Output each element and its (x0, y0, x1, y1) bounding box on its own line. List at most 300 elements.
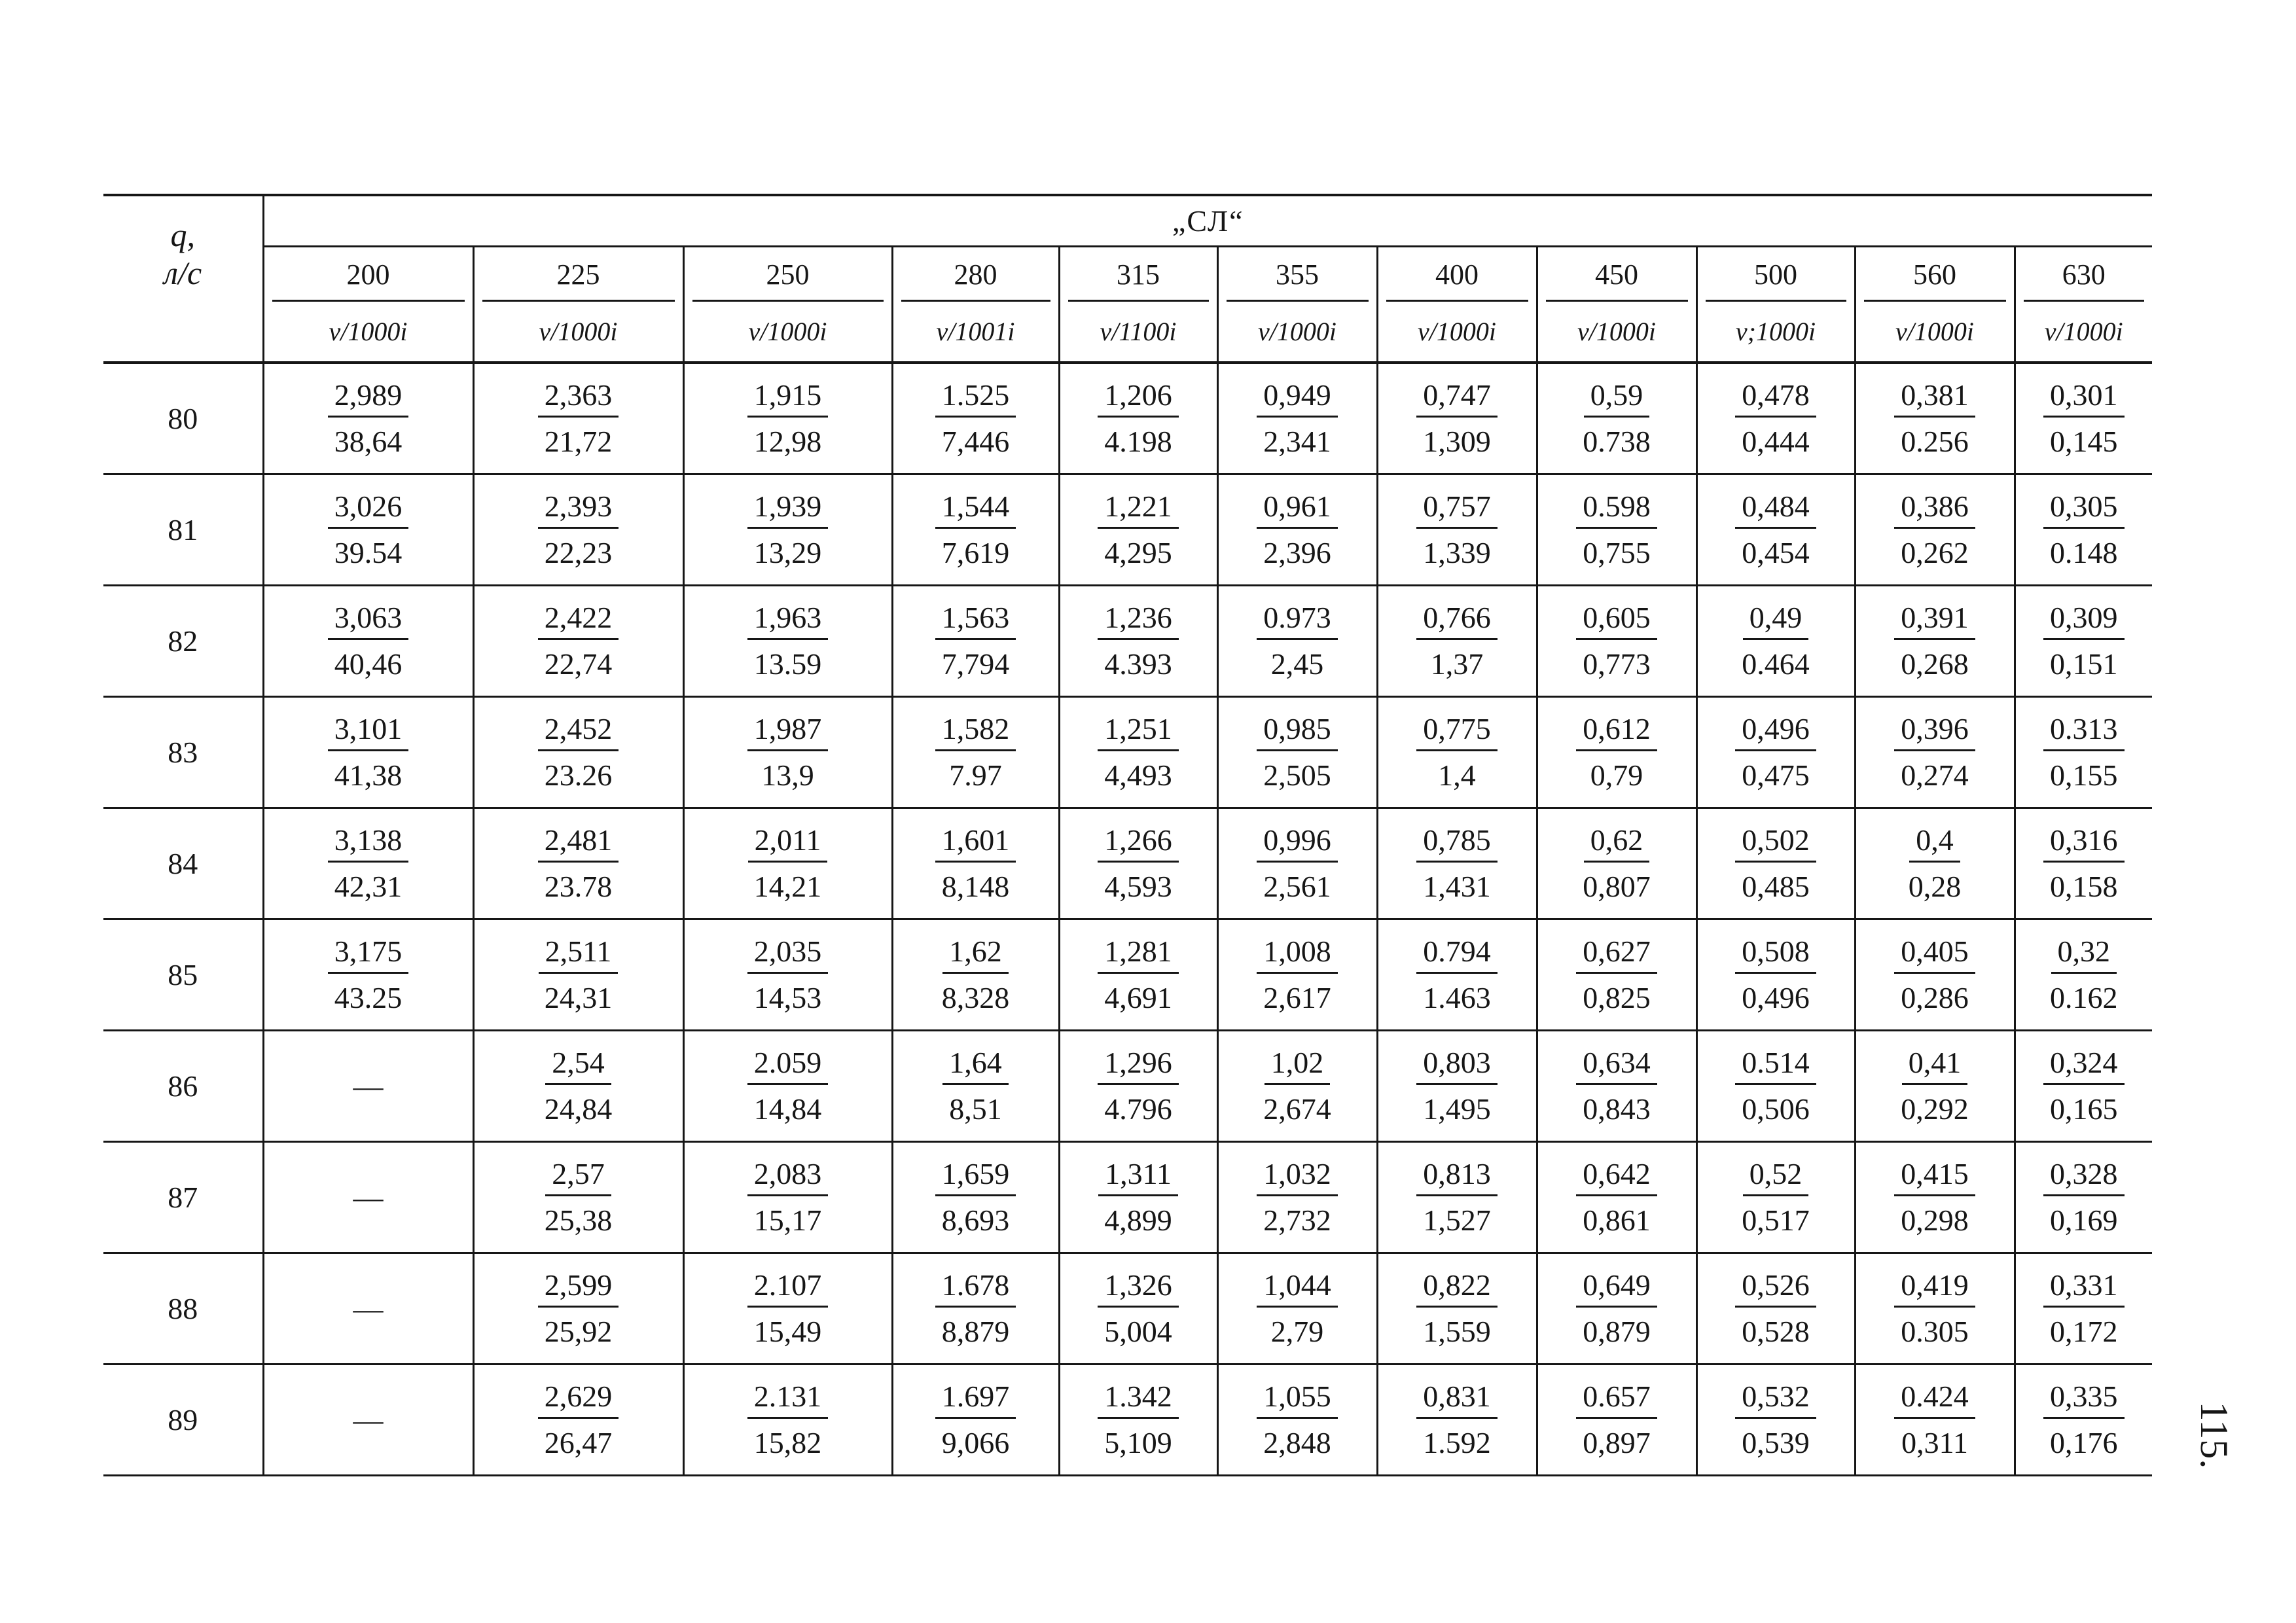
velocity-value: 1.697 (935, 1376, 1016, 1419)
data-cell (892, 808, 1059, 919)
data-cell (1855, 808, 2015, 919)
fraction (264, 931, 473, 1018)
head-loss-value: 1.463 (1423, 981, 1491, 1014)
velocity-value: 0.657 (1576, 1376, 1657, 1419)
velocity-value: 2,629 (538, 1376, 619, 1419)
velocity-value: 1,582 (935, 709, 1016, 751)
head-loss-value: 1.592 (1423, 1426, 1491, 1459)
fraction (1060, 1265, 1217, 1352)
fraction (1060, 597, 1217, 685)
data-cell (892, 697, 1059, 808)
column-header (892, 247, 1059, 302)
fraction (893, 1043, 1058, 1130)
fraction (475, 1154, 683, 1241)
data-cell (1855, 586, 2015, 697)
velocity-value: 2.107 (747, 1265, 829, 1308)
head-loss-value: 0,298 (1901, 1204, 1969, 1237)
head-loss-value: 8,328 (941, 981, 1010, 1014)
data-cell (1855, 1364, 2015, 1476)
head-loss-value: 0,286 (1901, 981, 1969, 1014)
data-cell (1217, 919, 1377, 1031)
fraction (475, 597, 683, 685)
head-loss-value: 0,807 (1583, 870, 1651, 903)
fraction (475, 486, 683, 573)
fraction (1060, 820, 1217, 907)
diameter-label: 400 (1386, 249, 1528, 302)
fraction (1538, 931, 1696, 1018)
velocity-value: 0,396 (1894, 709, 1975, 751)
head-loss-value: 12,98 (753, 425, 822, 458)
velocity-value: 0,59 (1584, 375, 1650, 418)
diameter-label: 500 (1706, 249, 1846, 302)
velocity-value: 1,64 (942, 1043, 1009, 1085)
head-loss-value: 4,899 (1104, 1204, 1172, 1237)
table-row (103, 1253, 2152, 1364)
velocity-value: 0.424 (1894, 1376, 1975, 1419)
velocity-value: 1,008 (1257, 931, 1338, 974)
head-loss-value: 0,151 (2050, 647, 2118, 681)
head-loss-value: 0,172 (2050, 1315, 2118, 1348)
head-loss-value: 0,444 (1742, 425, 1810, 458)
data-cell (1377, 1253, 1537, 1364)
data-cell (473, 919, 683, 1031)
table-body (103, 363, 2152, 1476)
fraction (2016, 1154, 2153, 1241)
fraction (1698, 486, 1854, 573)
head-loss-value: 7,619 (941, 536, 1010, 569)
head-loss-value: 0,773 (1583, 647, 1651, 681)
data-cell (473, 697, 683, 808)
column-subheader: v/1000i (683, 302, 892, 363)
diameter-label: 450 (1546, 249, 1688, 302)
data-cell (892, 1364, 1059, 1476)
head-loss-value: 2,505 (1263, 758, 1331, 792)
data-cell (473, 586, 683, 697)
fraction (2016, 375, 2153, 462)
velocity-value: 1,62 (942, 931, 1009, 974)
data-cell (1855, 474, 2015, 586)
fraction (893, 1376, 1058, 1463)
velocity-value: 0,627 (1576, 931, 1657, 974)
head-loss-value: 8,879 (941, 1315, 1010, 1348)
velocity-value: 1,544 (935, 486, 1016, 529)
column-header (1217, 247, 1377, 302)
velocity-value: 0,496 (1735, 709, 1816, 751)
velocity-value: 0,419 (1894, 1265, 1975, 1308)
data-cell (1696, 1142, 1855, 1253)
velocity-value: 2,393 (538, 486, 619, 529)
data-cell (1377, 586, 1537, 697)
velocity-value: 0,316 (2043, 820, 2125, 863)
velocity-value: 1,987 (747, 709, 829, 751)
head-loss-value: 41,38 (334, 758, 403, 792)
velocity-value: 0,305 (2043, 486, 2125, 529)
data-cell (1059, 474, 1217, 586)
data-cell (1537, 919, 1696, 1031)
table-row (103, 697, 2152, 808)
velocity-value: 1,281 (1098, 931, 1179, 974)
flow-unit: л/с (164, 255, 202, 291)
head-loss-value: 39.54 (334, 536, 403, 569)
fraction (264, 709, 473, 796)
fraction (1538, 375, 1696, 462)
head-loss-value: 14,53 (753, 981, 822, 1014)
data-cell (1217, 1253, 1377, 1364)
velocity-value: 0,335 (2043, 1376, 2125, 1419)
head-loss-value: 0,79 (1590, 758, 1643, 792)
fraction (1378, 1043, 1536, 1130)
diameter-header-row (103, 247, 2152, 302)
fraction (1378, 597, 1536, 685)
fraction (2016, 1376, 2153, 1463)
data-cell (263, 1031, 473, 1142)
head-loss-value: 23.26 (544, 758, 613, 792)
head-loss-value: 25,92 (544, 1315, 613, 1348)
data-cell (1537, 1253, 1696, 1364)
head-loss-value: 1,339 (1423, 536, 1491, 569)
data-cell (1537, 1364, 1696, 1476)
fraction (685, 1376, 891, 1463)
data-cell (263, 697, 473, 808)
fraction (893, 597, 1058, 685)
head-loss-value: 25,38 (544, 1204, 613, 1237)
data-cell (1059, 1253, 1217, 1364)
data-cell (1377, 363, 1537, 474)
fraction (2016, 931, 2153, 1018)
data-cell (1377, 697, 1537, 808)
fraction (1856, 486, 2014, 573)
fraction (1538, 1043, 1696, 1130)
flow-symbol: q, (170, 217, 195, 253)
diameter-label: 225 (482, 249, 675, 302)
data-cell (2015, 363, 2152, 474)
fraction (2016, 486, 2153, 573)
data-cell (1377, 1364, 1537, 1476)
head-loss-value: 0,485 (1742, 870, 1810, 903)
head-loss-value: 0.148 (2050, 536, 2118, 569)
data-cell (683, 1253, 892, 1364)
table-head (103, 195, 2152, 363)
table-row (103, 586, 2152, 697)
velocity-value: 0,949 (1257, 375, 1338, 418)
column-subheader: v/1100i (1059, 302, 1217, 363)
data-cell (1377, 474, 1537, 586)
data-cell (1059, 363, 1217, 474)
fraction (2016, 709, 2153, 796)
head-loss-value: 1,559 (1423, 1315, 1491, 1348)
column-subheader: v/1000i (1377, 302, 1537, 363)
fraction (1378, 709, 1536, 796)
data-cell (263, 808, 473, 919)
velocity-value: 0,324 (2043, 1043, 2125, 1085)
head-loss-value: 26,47 (544, 1426, 613, 1459)
data-cell (1217, 363, 1377, 474)
velocity-value: 0,813 (1416, 1154, 1498, 1196)
fraction (1698, 1043, 1854, 1130)
fraction (1060, 1154, 1217, 1241)
data-cell (2015, 1031, 2152, 1142)
fraction (1219, 709, 1376, 796)
velocity-value: 0,52 (1743, 1154, 1809, 1196)
head-loss-value: 0,755 (1583, 536, 1651, 569)
data-cell (1377, 1142, 1537, 1253)
velocity-value: 0,478 (1735, 375, 1816, 418)
velocity-value: 1,311 (1098, 1154, 1178, 1196)
velocity-value: 0,649 (1576, 1265, 1657, 1308)
fraction (1538, 709, 1696, 796)
head-loss-value: 22,23 (544, 536, 613, 569)
data-cell (1855, 919, 2015, 1031)
data-cell (1059, 586, 1217, 697)
flow-value: 85 (103, 919, 263, 1031)
fraction (1856, 1154, 2014, 1241)
data-cell (473, 1364, 683, 1476)
fraction (1378, 1265, 1536, 1352)
table-row (103, 474, 2152, 586)
velocity-value: 0,605 (1576, 597, 1657, 640)
flow-value: 86 (103, 1031, 263, 1142)
column-subheader: v;1000i (1696, 302, 1855, 363)
diameter-label: 355 (1227, 249, 1369, 302)
fraction (264, 375, 473, 462)
velocity-value: 2.131 (747, 1376, 829, 1419)
head-loss-value: 8,148 (941, 870, 1010, 903)
data-cell (1696, 1364, 1855, 1476)
data-cell (263, 1364, 473, 1476)
diameter-label: 200 (272, 249, 465, 302)
data-cell (1059, 697, 1217, 808)
column-header (683, 247, 892, 302)
head-loss-value: 0,879 (1583, 1315, 1651, 1348)
velocity-value: 0,612 (1576, 709, 1657, 751)
fraction (1060, 1376, 1217, 1463)
velocity-value: 0,803 (1416, 1043, 1498, 1085)
data-cell (263, 474, 473, 586)
velocity-value: 1,02 (1265, 1043, 1331, 1085)
velocity-value: 1.678 (935, 1265, 1016, 1308)
data-cell (892, 1253, 1059, 1364)
velocity-value: 0,484 (1735, 486, 1816, 529)
data-cell (1696, 919, 1855, 1031)
hydraulic-table (103, 194, 2152, 1476)
fraction (475, 1376, 683, 1463)
head-loss-value: 0,165 (2050, 1092, 2118, 1126)
data-cell (892, 363, 1059, 474)
subheader-row (103, 302, 2152, 363)
fraction (2016, 1043, 2153, 1130)
velocity-value: 3,101 (328, 709, 409, 751)
head-loss-value: 15,17 (753, 1204, 822, 1237)
flow-value: 89 (103, 1364, 263, 1476)
fraction (1856, 1265, 2014, 1352)
velocity-value: 0,757 (1416, 486, 1498, 529)
velocity-value: 0,391 (1894, 597, 1975, 640)
data-cell (1377, 1031, 1537, 1142)
data-cell (1537, 474, 1696, 586)
data-cell (683, 586, 892, 697)
head-loss-value: 22,74 (544, 647, 613, 681)
data-cell (1537, 697, 1696, 808)
velocity-value: 2,452 (538, 709, 619, 751)
data-cell (1537, 586, 1696, 697)
head-loss-value: 2,341 (1263, 425, 1331, 458)
velocity-value: 0.794 (1416, 931, 1498, 974)
fraction (893, 709, 1058, 796)
fraction (2016, 1265, 2153, 1352)
data-cell (1696, 363, 1855, 474)
head-loss-value: 42,31 (334, 870, 403, 903)
data-cell (473, 1142, 683, 1253)
data-cell (1059, 808, 1217, 919)
data-cell (892, 586, 1059, 697)
head-loss-value: 4,691 (1104, 981, 1172, 1014)
table-row (103, 1031, 2152, 1142)
table-row (103, 1364, 2152, 1476)
head-loss-value: 4,295 (1104, 536, 1172, 569)
velocity-value: 0,381 (1894, 375, 1975, 418)
column-header (1855, 247, 2015, 302)
diameter-label: 250 (692, 249, 884, 302)
data-cell (263, 1253, 473, 1364)
fraction (1856, 1376, 2014, 1463)
velocity-value: 0,747 (1416, 375, 1498, 418)
fraction (1060, 1043, 1217, 1130)
velocity-value: 3,138 (328, 820, 409, 863)
fraction (685, 820, 891, 907)
head-loss-value: 2,396 (1263, 536, 1331, 569)
velocity-value: 2,511 (539, 931, 619, 974)
group-header-row (103, 195, 2152, 247)
fraction (1378, 1154, 1536, 1241)
fraction (1219, 820, 1376, 907)
fraction (264, 486, 473, 573)
head-loss-value: 2,674 (1263, 1092, 1331, 1126)
fraction (475, 820, 683, 907)
data-cell (1855, 1142, 2015, 1253)
fraction (1538, 1265, 1696, 1352)
fraction (1219, 931, 1376, 1018)
data-cell (473, 474, 683, 586)
velocity-value: 2,481 (538, 820, 619, 863)
head-loss-value: 0.464 (1742, 647, 1810, 681)
table-row (103, 808, 2152, 919)
velocity-value: 0,822 (1416, 1265, 1498, 1308)
head-loss-value: 2,79 (1270, 1315, 1324, 1348)
data-cell (1217, 1142, 1377, 1253)
fraction (893, 820, 1058, 907)
velocity-value: 0,996 (1257, 820, 1338, 863)
velocity-value: 2,989 (328, 375, 409, 418)
head-loss-value: 4,493 (1104, 758, 1172, 792)
head-loss-value: 1,309 (1423, 425, 1491, 458)
data-cell (1537, 363, 1696, 474)
fraction (264, 597, 473, 685)
velocity-value: 2,363 (538, 375, 619, 418)
column-header (1059, 247, 1217, 302)
flow-value: 82 (103, 586, 263, 697)
data-cell (1696, 1253, 1855, 1364)
fraction (1219, 597, 1376, 685)
velocity-value: 2,54 (545, 1043, 611, 1085)
fraction (1856, 820, 2014, 907)
fraction (1538, 486, 1696, 573)
head-loss-value: 21,72 (544, 425, 613, 458)
velocity-value: 0,331 (2043, 1265, 2125, 1308)
data-cell (2015, 1142, 2152, 1253)
velocity-value: 1,601 (935, 820, 1016, 863)
empty-dash: — (353, 1181, 384, 1214)
head-loss-value: 0,28 (1908, 870, 1962, 903)
data-cell (2015, 808, 2152, 919)
column-header (1377, 247, 1537, 302)
data-cell (1377, 808, 1537, 919)
head-loss-value: 13,29 (753, 536, 822, 569)
fraction (893, 1265, 1058, 1352)
data-cell (683, 919, 892, 1031)
head-loss-value: 0,155 (2050, 758, 2118, 792)
fraction (475, 1043, 683, 1130)
head-loss-value: 0,475 (1742, 758, 1810, 792)
fraction (685, 597, 891, 685)
velocity-value: 1,251 (1098, 709, 1179, 751)
head-loss-value: 0.256 (1901, 425, 1969, 458)
data-cell (1217, 1364, 1377, 1476)
data-cell (1059, 919, 1217, 1031)
data-cell (2015, 1253, 2152, 1364)
velocity-value: 3,063 (328, 597, 409, 640)
data-cell (683, 1031, 892, 1142)
velocity-value: 0,766 (1416, 597, 1498, 640)
head-loss-value: 0,158 (2050, 870, 2118, 903)
fraction (1856, 597, 2014, 685)
fraction (685, 1154, 891, 1241)
fraction (893, 486, 1058, 573)
head-loss-value: 9,066 (941, 1426, 1010, 1459)
head-loss-value: 43.25 (334, 981, 403, 1014)
head-loss-value: 2,848 (1263, 1426, 1331, 1459)
data-cell (1217, 586, 1377, 697)
fraction (685, 931, 891, 1018)
column-subheader: v/1001i (892, 302, 1059, 363)
data-cell (1855, 697, 2015, 808)
head-loss-value: 2,561 (1263, 870, 1331, 903)
data-cell (1217, 697, 1377, 808)
fraction (1378, 931, 1536, 1018)
page-number: 115. (2193, 1401, 2236, 1469)
column-subheader: v/1000i (1537, 302, 1696, 363)
group-header: „СЛ“ (263, 195, 2152, 247)
head-loss-value: 15,82 (753, 1426, 822, 1459)
velocity-value: 1,326 (1098, 1265, 1179, 1308)
head-loss-value: 2,732 (1263, 1204, 1331, 1237)
data-cell (1217, 1031, 1377, 1142)
head-loss-value: 1,4 (1438, 758, 1476, 792)
fraction (1378, 820, 1536, 907)
data-cell (1696, 808, 1855, 919)
fraction (1219, 1265, 1376, 1352)
head-loss-value: 0,506 (1742, 1092, 1810, 1126)
data-cell (1217, 808, 1377, 919)
fraction (1698, 709, 1854, 796)
velocity-value: 0,785 (1416, 820, 1498, 863)
velocity-value: 1,659 (935, 1154, 1016, 1196)
fraction (893, 1154, 1058, 1241)
head-loss-value: 23.78 (544, 870, 613, 903)
fraction (1698, 597, 1854, 685)
head-loss-value: 0,176 (2050, 1426, 2118, 1459)
head-loss-value: 8,693 (941, 1204, 1010, 1237)
head-loss-value: 7,794 (941, 647, 1010, 681)
